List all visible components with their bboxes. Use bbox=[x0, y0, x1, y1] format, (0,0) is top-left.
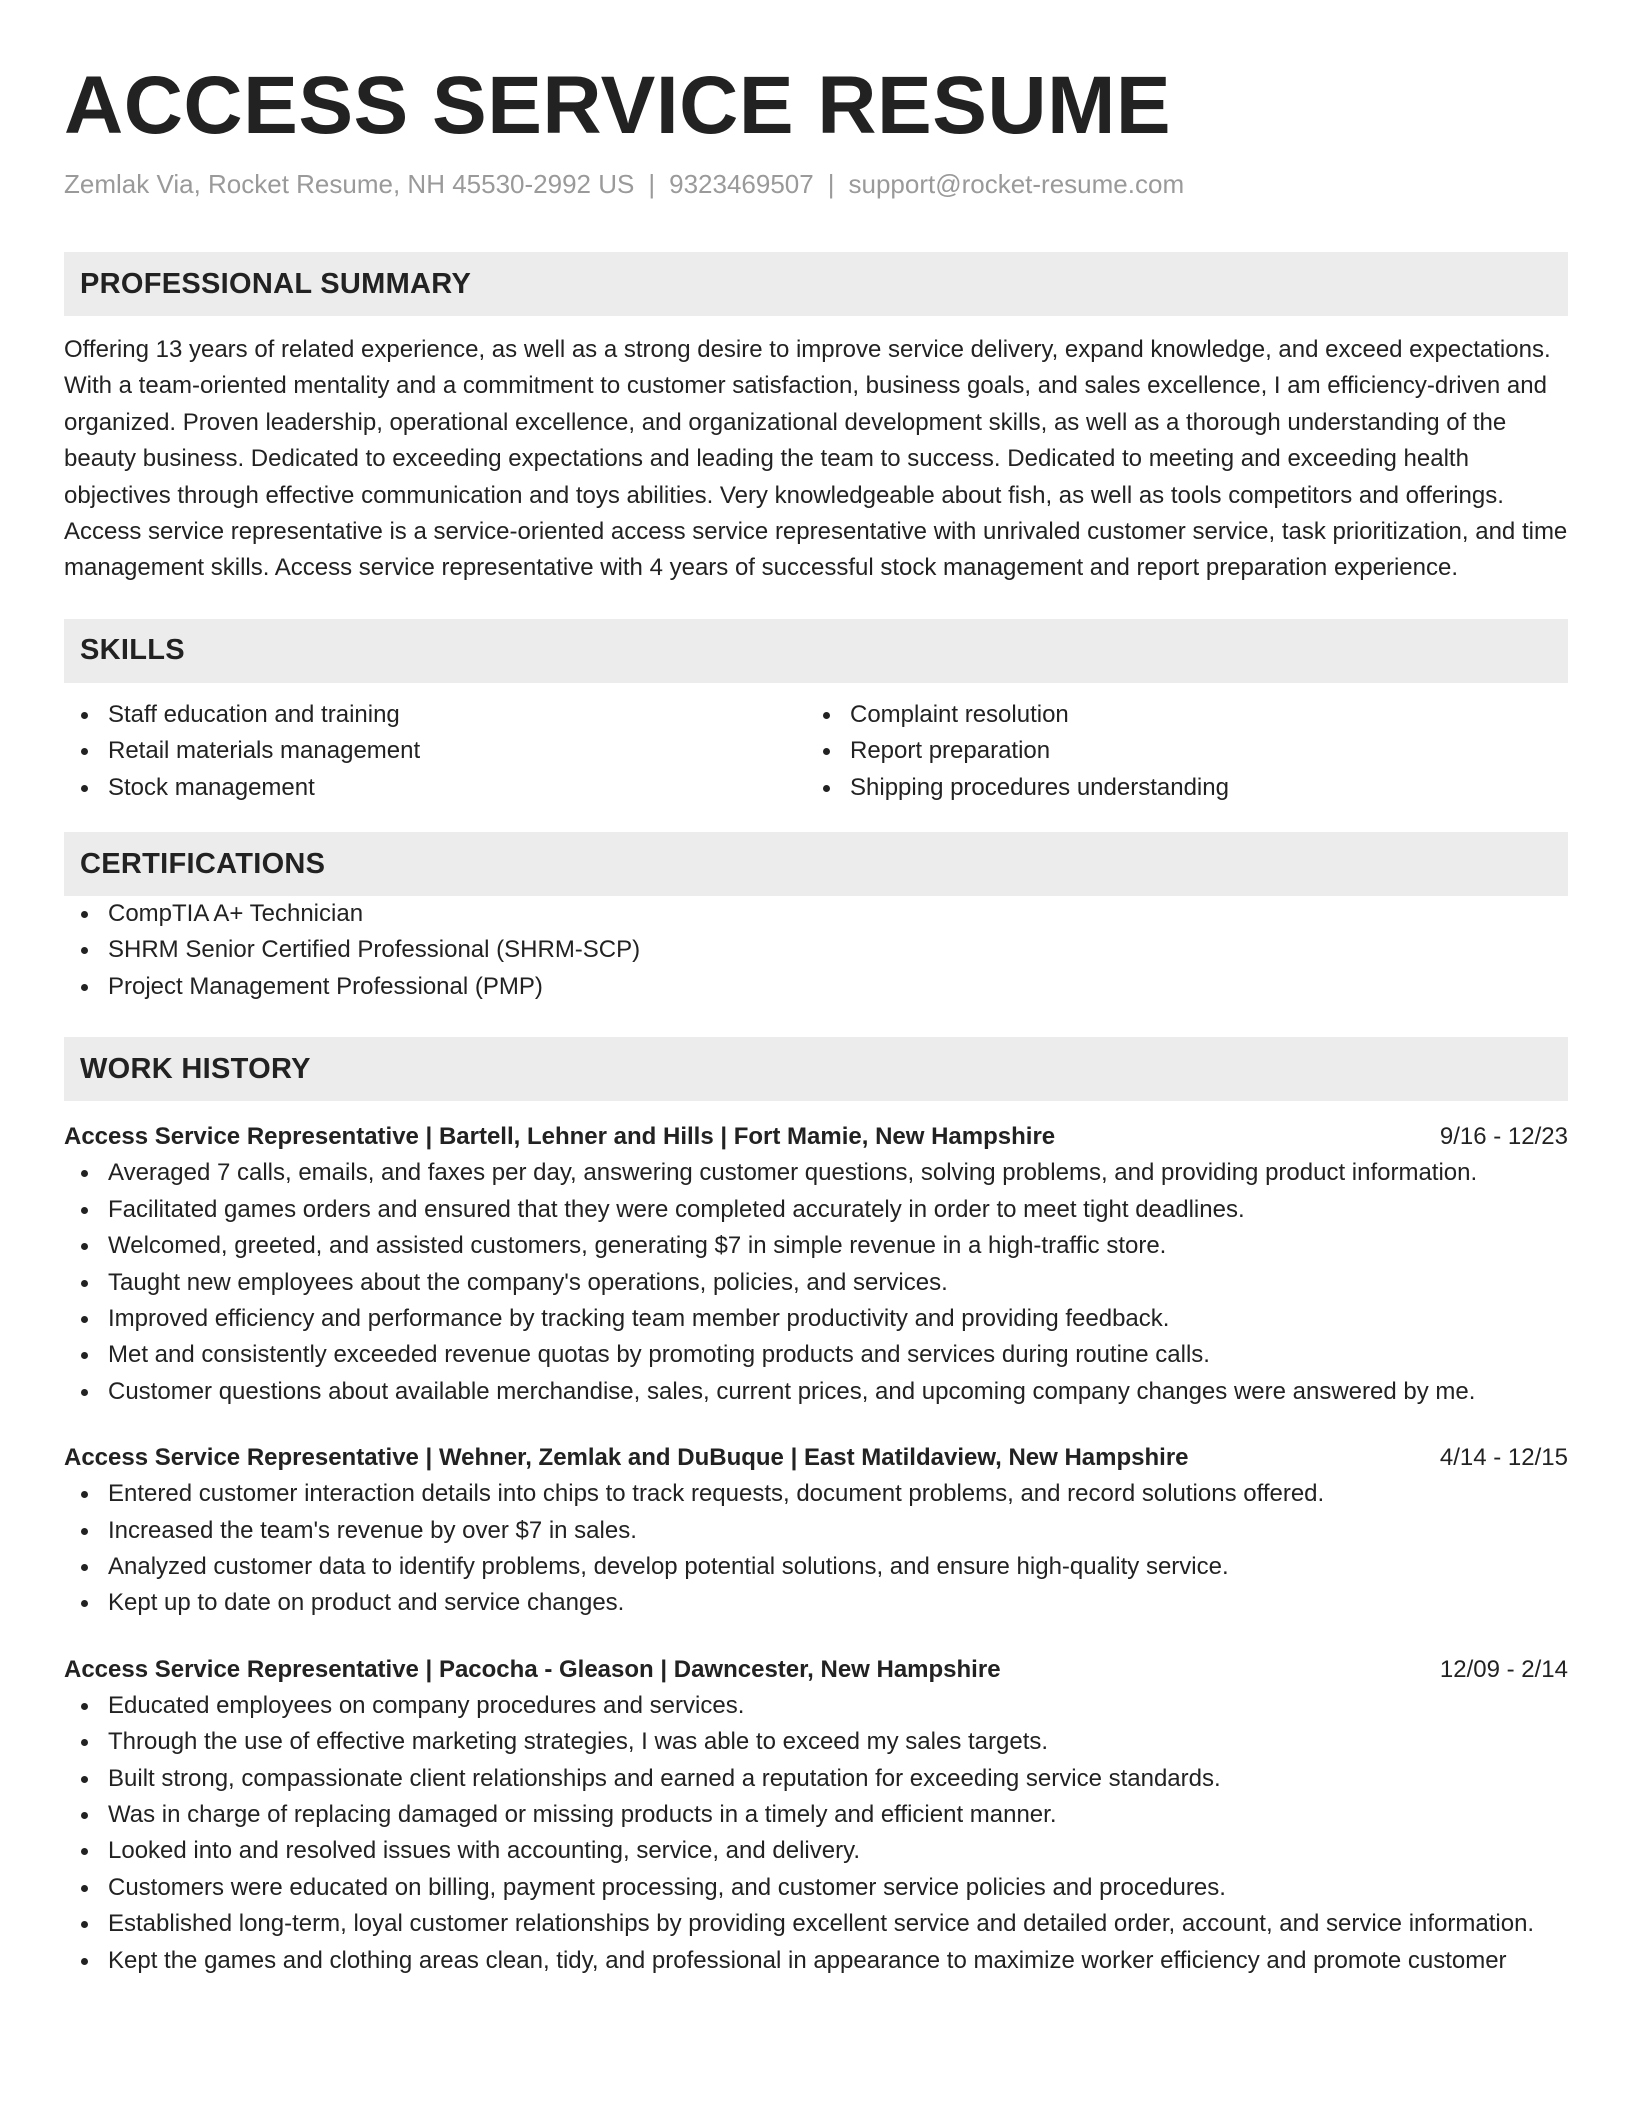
job-entry bbox=[64, 1652, 1568, 1979]
job-bullet: Entered customer interaction details into chips to track requests, document problems, and record solutions offered. bbox=[64, 1476, 1568, 1512]
summary-text: Offering 13 years of related experience, as well as a strong desire to improve service delivery, expand knowledge, and exceed expectations. With a team-oriented mentality and a commitment to customer satisfaction, business goals, and sales excellence, I am efficiency-driven and organized. Proven leadership, operational excellence, and organizational development skills, as well as a thorough understanding of the beauty business. Dedicated to exceeding expectations and leading the team to success. Dedicated to meeting and exceeding health objectives through effective communication and toys abilities. Very knowledgeable about fish, as well as tools competitors and offerings. Access service representative is a service-oriented access service representative with unrivaled customer service, task prioritization, and time management skills. Access service representative with 4 years of successful stock management and report preparation experience. bbox=[64, 336, 1568, 582]
contact-email: support@rocket-resume.com bbox=[848, 169, 1185, 199]
certification-item: Project Management Professional (PMP) bbox=[64, 969, 1568, 1005]
skills-grid bbox=[64, 697, 1568, 806]
skill-item: Shipping procedures understanding bbox=[806, 770, 1548, 806]
job-title: Access Service Representative | Pacocha - Gleason | Dawncester, New Hampshire bbox=[64, 1655, 1001, 1683]
job-bullets bbox=[64, 1688, 1568, 1979]
job-entry bbox=[64, 1119, 1568, 1410]
job-bullet: Kept the games and clothing areas clean, tidy, and professional in appearance to maximize worker efficiency and promote customer bbox=[64, 1943, 1568, 1979]
job-dates: 12/09 - 2/14 bbox=[1439, 1655, 1568, 1683]
job-dates: 9/16 - 12/23 bbox=[1439, 1123, 1568, 1151]
contact-separator: | bbox=[827, 169, 835, 199]
job-bullet: Educated employees on company procedures and services. bbox=[64, 1688, 1568, 1724]
job-bullet: Customer questions about available merchandise, sales, current prices, and upcoming company changes were answered by me. bbox=[64, 1374, 1568, 1410]
job-bullet: Improved efficiency and performance by tracking team member productivity and providing feedback. bbox=[64, 1301, 1568, 1337]
job-header bbox=[64, 1119, 1568, 1155]
job-bullet: Increased the team's revenue by over $7 in sales. bbox=[64, 1513, 1568, 1549]
job-bullets bbox=[64, 1476, 1568, 1622]
job-bullet: Kept up to date on product and service changes. bbox=[64, 1585, 1568, 1621]
job-header bbox=[64, 1652, 1568, 1688]
certification-item: CompTIA A+ Technician bbox=[64, 896, 1568, 932]
section-header-summary: PROFESSIONAL SUMMARY bbox=[64, 252, 1568, 316]
job-bullet: Looked into and resolved issues with accounting, service, and delivery. bbox=[64, 1833, 1568, 1869]
contact-separator: | bbox=[648, 169, 656, 199]
job-title: Access Service Representative | Wehner, Zemlak and DuBuque | East Matildaview, New Hampshire bbox=[64, 1444, 1189, 1472]
job-bullet: Customers were educated on billing, payment processing, and customer service policies and procedures. bbox=[64, 1870, 1568, 1906]
certification-item: SHRM Senior Certified Professional (SHRM-SCP) bbox=[64, 932, 1568, 968]
resume-title: ACCESS SERVICE RESUME bbox=[64, 60, 1172, 151]
job-bullet: Established long-term, loyal customer relationships by providing excellent service and detailed order, account, and service information. bbox=[64, 1906, 1568, 1942]
job-bullet: Facilitated games orders and ensured that they were completed accurately in order to meet tight deadlines. bbox=[64, 1192, 1568, 1228]
job-header bbox=[64, 1440, 1568, 1476]
job-bullet: Built strong, compassionate client relationships and earned a reputation for exceeding service standards. bbox=[64, 1761, 1568, 1797]
contact-address: Zemlak Via, Rocket Resume, NH 45530-2992 US bbox=[64, 169, 635, 199]
job-entry bbox=[64, 1440, 1568, 1622]
job-bullet: Met and consistently exceeded revenue quotas by promoting products and services during routine calls. bbox=[64, 1337, 1568, 1373]
job-title: Access Service Representative | Bartell, Lehner and Hills | Fort Mamie, New Hampshire bbox=[64, 1123, 1056, 1151]
job-bullets bbox=[64, 1155, 1568, 1410]
job-bullet: Through the use of effective marketing strategies, I was able to exceed my sales targets. bbox=[64, 1724, 1568, 1760]
section-header-certifications: CERTIFICATIONS bbox=[64, 832, 1568, 896]
job-bullet: Analyzed customer data to identify problems, develop potential solutions, and ensure high-quality service. bbox=[64, 1549, 1568, 1585]
skills-column-left bbox=[64, 697, 806, 806]
job-bullet: Welcomed, greeted, and assisted customers, generating $7 in simple revenue in a high-traffic store. bbox=[64, 1228, 1568, 1264]
section-header-work-history: WORK HISTORY bbox=[64, 1037, 1568, 1101]
section-header-skills: SKILLS bbox=[64, 619, 1568, 683]
job-dates: 4/14 - 12/15 bbox=[1439, 1444, 1568, 1472]
contact-line bbox=[64, 168, 1568, 200]
job-bullet: Taught new employees about the company's operations, policies, and services. bbox=[64, 1265, 1568, 1301]
skills-column-right bbox=[806, 697, 1548, 806]
skill-item: Staff education and training bbox=[64, 697, 806, 733]
skill-item: Retail materials management bbox=[64, 733, 806, 769]
skill-item: Stock management bbox=[64, 770, 806, 806]
job-bullet: Averaged 7 calls, emails, and faxes per day, answering customer questions, solving problems, and providing product information. bbox=[64, 1155, 1568, 1191]
contact-phone: 9323469507 bbox=[669, 169, 814, 199]
job-bullet: Was in charge of replacing damaged or missing products in a timely and efficient manner. bbox=[64, 1797, 1568, 1833]
skill-item: Report preparation bbox=[806, 733, 1548, 769]
certifications-list bbox=[64, 896, 1568, 1005]
skill-item: Complaint resolution bbox=[806, 697, 1548, 733]
